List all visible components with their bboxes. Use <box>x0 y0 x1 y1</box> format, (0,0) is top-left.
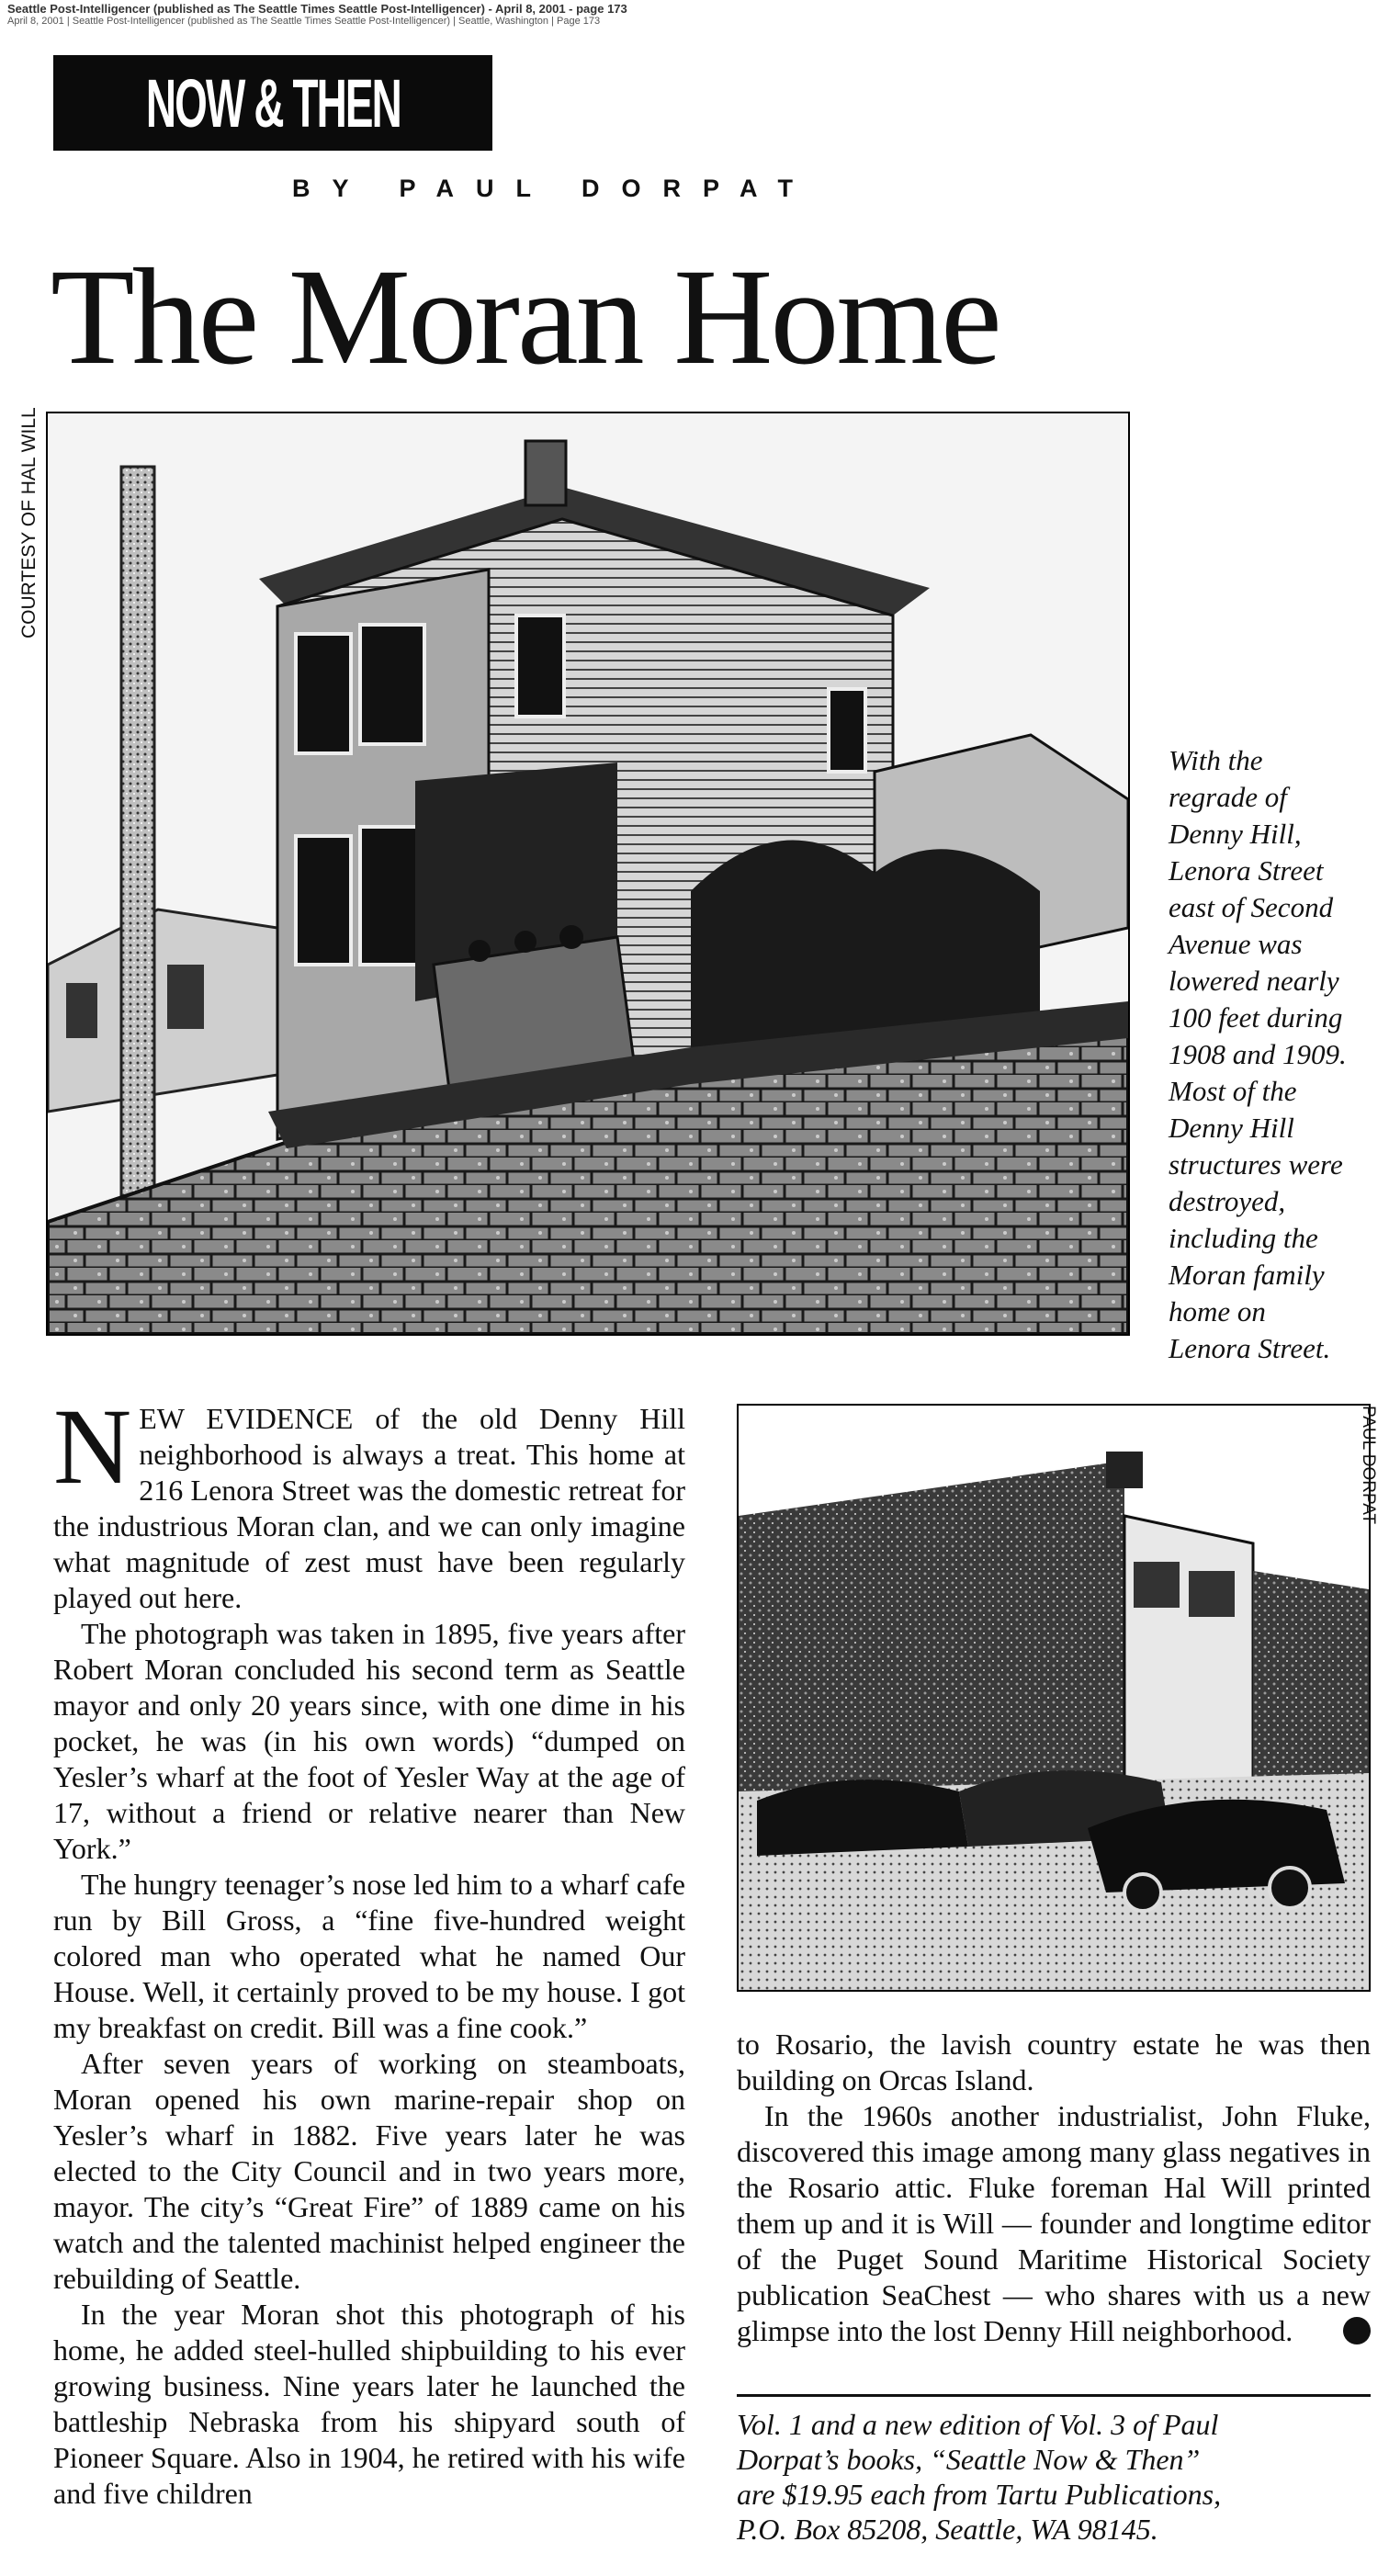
column-flag <box>53 55 492 151</box>
present-day-photo <box>737 1404 1371 1992</box>
caption-line: Moran family <box>1169 1259 1325 1291</box>
moran-home-photo <box>46 412 1130 1336</box>
article-paragraph: In the year Moran shot this photograph of his home, he added steel-hulled shipbuilding to his ever growing business. Nine years later he launched the battleship Nebraska from his shipyard south of Pioneer Square. Also in 1904, he retired with his wife and five children <box>53 2298 685 2510</box>
column-flag-text: NOW & THEN <box>145 64 401 141</box>
photo2-credit: PAUL DORPAT <box>1359 1406 1378 1525</box>
moran-home-illustration <box>48 413 1128 1334</box>
promo-line: are $19.95 each from Tartu Publications, <box>737 2478 1222 2511</box>
caption-line: regrade of <box>1169 781 1287 813</box>
article-paragraph: The photograph was taken in 1895, five years after Robert Moran concluded his second term as Seattle mayor and only 20 years since, with one dime in his pocket, he was (in his own words) “dumped on Yesler’s wharf at the foot of Yesler Way at the age of 17, without a friend or relative nearer than New York.” <box>53 1617 685 1865</box>
caption-line: Lenora Street <box>1169 854 1324 887</box>
caption-line: lowered nearly <box>1169 965 1339 997</box>
caption-line: Avenue was <box>1169 928 1303 960</box>
caption-line: including the <box>1169 1222 1318 1254</box>
paragraph-text: In the 1960s another industrialist, John Fluke, discovered this image among many glass negatives in the Rosario attic. Fluke foreman Hal Will printed them up and it is Will — founder and longtime editor of the Puget Sound Maritime Historical Society publication SeaChest — who shares with us a new glimpse into the lost Denny Hill neighborhood. <box>737 2099 1371 2347</box>
caption-line: destroyed, <box>1169 1185 1286 1217</box>
book-promo <box>737 2407 1371 2547</box>
present-day-illustration <box>739 1406 1369 1990</box>
caption-line: Denny Hill <box>1169 1112 1294 1144</box>
source-header-line1: Seattle Post-Intelligencer (published as The Seattle Times Seattle Post-Intelligencer) - April 8, 2001 - page 173 <box>7 2 627 16</box>
caption-line: 1908 and 1909. <box>1169 1038 1347 1070</box>
end-mark-icon: P <box>1343 2317 1371 2344</box>
promo-line: Dorpat’s books, “Seattle Now & Then” <box>737 2443 1201 2476</box>
caption-line: structures were <box>1169 1148 1343 1181</box>
article-paragraph: After seven years of working on steamboats, Moran opened his own marine-repair shop on Yesler’s wharf in 1882. Five years later he was elected to the City Council and in two years more, mayor. The city’s “Great Fire” of 1889 came on his watch and the talented machinist helped engineer the rebuilding of Seattle. <box>53 2047 685 2295</box>
article-paragraph: to Rosario, the lavish country estate he was then building on Orcas Island. <box>737 2028 1371 2096</box>
promo-line: Vol. 1 and a new edition of Vol. 3 of Paul <box>737 2408 1219 2441</box>
caption-line: Most of the <box>1169 1075 1297 1107</box>
caption-line: Lenora Street. <box>1169 1332 1331 1364</box>
caption-line: east of Second <box>1169 891 1334 923</box>
source-header-line2: April 8, 2001 | Seattle Post-Intelligencer (published as The Seattle Times Seattle Post-Intelligencer) | Seattle, Washington | Page 173 <box>7 16 601 27</box>
article-column-right <box>737 2027 1383 2349</box>
article-paragraph <box>737 2098 1383 2349</box>
article-paragraph <box>53 1386 685 1616</box>
caption-line: 100 feet during <box>1169 1001 1343 1034</box>
photo1-credit: COURTESY OF HAL WILL <box>18 407 40 638</box>
promo-line: P.O. Box 85208, Seattle, WA 98145. <box>737 2513 1158 2546</box>
photo1-caption <box>1169 742 1389 1367</box>
article-column-left <box>53 1386 685 2512</box>
article-paragraph: The hungry teenager’s nose led him to a wharf cafe run by Bill Gross, a “fine five-hundred weight colored man who operated what he named Our House. Well, it certainly proved to be my house. I got my breakfast on credit. Bill was a fine cook.” <box>53 1868 685 2044</box>
byline: BY PAUL DORPAT <box>292 175 816 202</box>
headline: The Moran Home <box>51 241 999 393</box>
paragraph-text: EW EVIDENCE of the old Denny Hill neighborhood is always a treat. This home at 216 Lenora Street was the domestic retreat for the industrious Moran clan, and we can only imagine what magnitude of zest must have been regularly played out here. <box>53 1402 685 1614</box>
drop-cap: N <box>53 1386 132 1507</box>
caption-line: Denny Hill, <box>1169 818 1302 850</box>
promo-rule <box>737 2394 1371 2397</box>
caption-line: With the <box>1169 744 1263 776</box>
caption-line: home on <box>1169 1295 1266 1328</box>
